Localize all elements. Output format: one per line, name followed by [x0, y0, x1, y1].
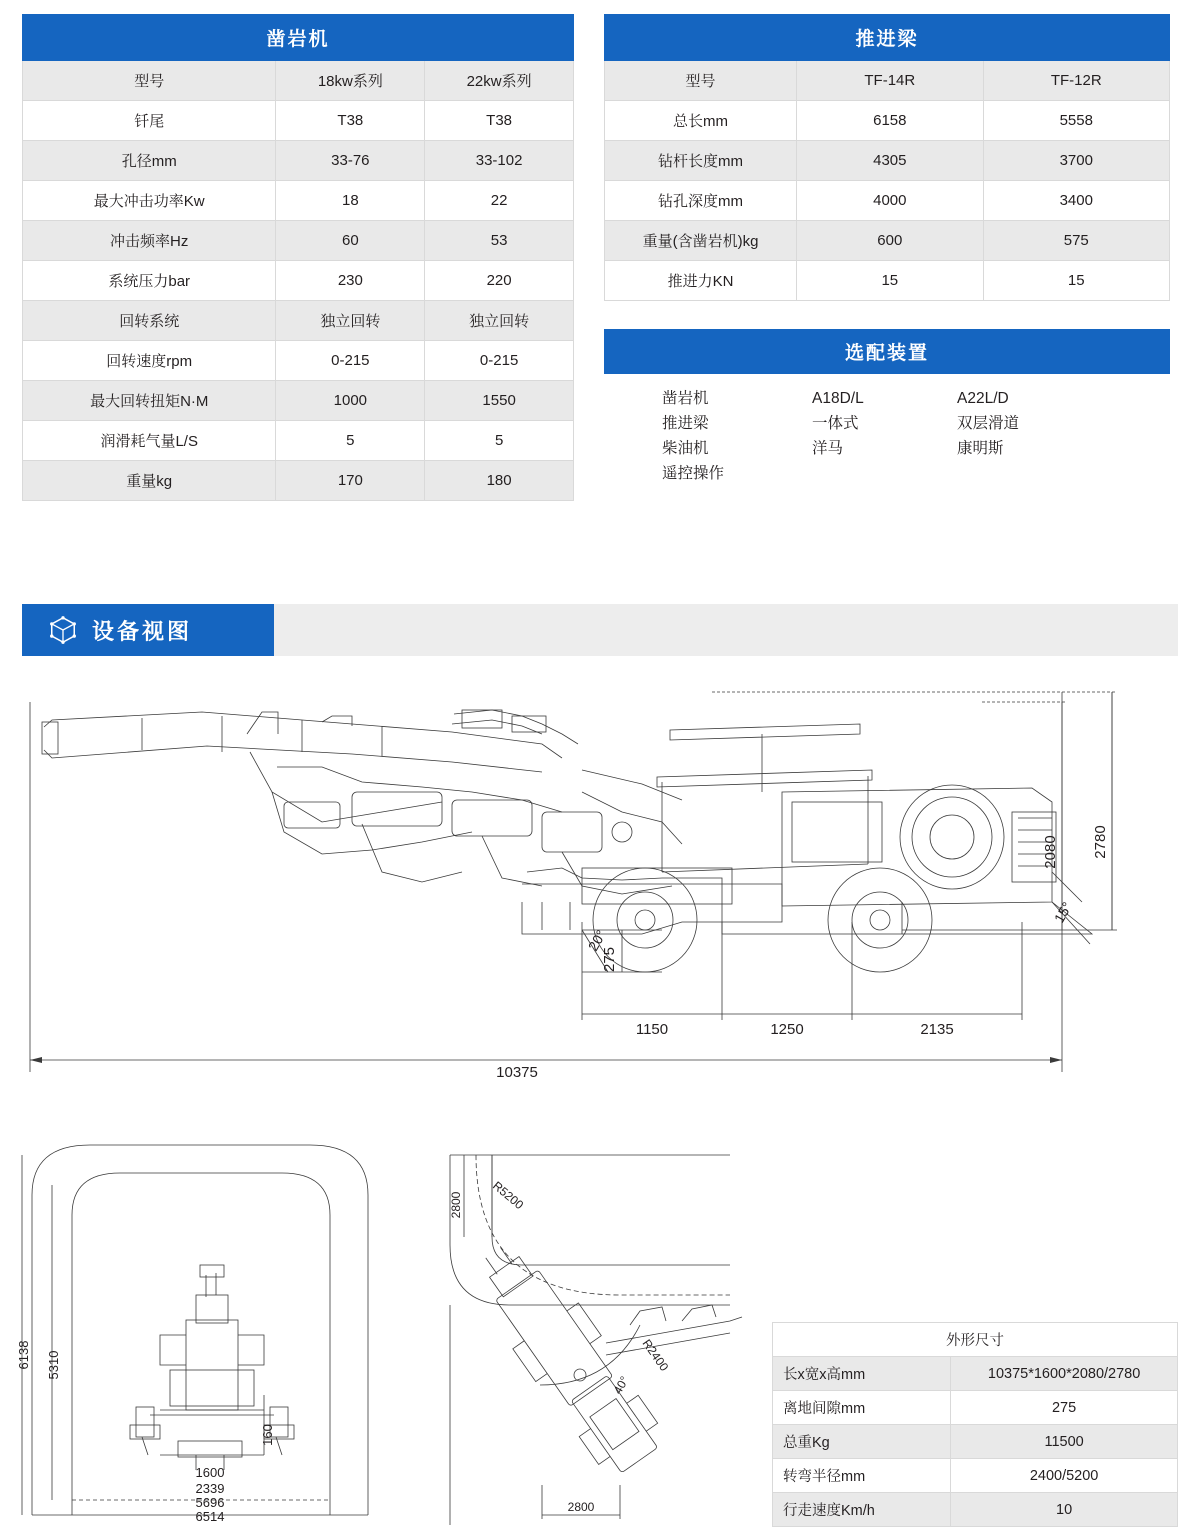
row-value-1: 5 [276, 421, 425, 461]
dim-w4: 6514 [195, 1509, 225, 1524]
optional-name: 遥控操作 [662, 465, 725, 482]
dim-angle-front: 20° [584, 927, 610, 954]
table-row [605, 101, 1170, 141]
table-row [23, 381, 574, 421]
row-value-2: 独立回转 [425, 301, 574, 341]
overall-dimension-table [772, 1322, 1178, 1527]
table-row [23, 261, 574, 301]
row-value-2: 33-102 [425, 141, 574, 181]
dim-turn-height: 2800 [449, 1191, 463, 1219]
row-value-1: 15 [797, 261, 983, 301]
row-value-1: 独立回转 [276, 301, 425, 341]
row-label: 型号 [605, 61, 797, 101]
dim-turn-angle: 40° [610, 1373, 632, 1397]
optional-opt1: A18D/L [812, 390, 864, 407]
row-value-1: 170 [276, 461, 425, 501]
dim-height-total: 2780 [1092, 825, 1109, 859]
optional-opt2 [957, 461, 1107, 486]
table-row [773, 1425, 1178, 1459]
row-value-2: 22kw系列 [425, 61, 574, 101]
feed-beam-title: 推进梁 [605, 15, 1170, 61]
table-row [23, 221, 574, 261]
row-value-1: T38 [276, 101, 425, 141]
row-value-1: 0-215 [276, 341, 425, 381]
row-label: 重量(含凿岩机)kg [605, 221, 797, 261]
row-value-1: 230 [276, 261, 425, 301]
rock-drill-title: 凿岩机 [23, 15, 574, 61]
table-row [23, 61, 574, 101]
optional-devices-title: 选配装置 [604, 329, 1170, 374]
row-label: 钻孔深度mm [605, 181, 797, 221]
row-value-1: 18kw系列 [276, 61, 425, 101]
table-row [773, 1493, 1178, 1527]
optional-devices-body [604, 374, 1170, 486]
optional-opt2: 康明斯 [957, 440, 1004, 457]
section-header [22, 604, 274, 656]
list-item [662, 386, 1170, 411]
optional-devices-block [604, 329, 1170, 486]
row-value-1: 60 [276, 221, 425, 261]
row-value-1: 18 [276, 181, 425, 221]
row-value-2: 5558 [983, 101, 1169, 141]
table-row [773, 1459, 1178, 1493]
row-label: 钻杆长度mm [605, 141, 797, 181]
optional-opt1 [812, 461, 957, 486]
table-row [23, 341, 574, 381]
row-label: 最大冲击功率Kw [23, 181, 276, 221]
optional-name: 推进梁 [662, 415, 709, 432]
dim-inner-height: 5310 [46, 1350, 61, 1380]
row-label: 总长mm [605, 101, 797, 141]
spec-tables-area [0, 0, 1200, 501]
dim-angle-rear: 15° [1050, 899, 1076, 926]
table-row [23, 141, 574, 181]
row-label: 推进力KN [605, 261, 797, 301]
rock-drill-column [22, 14, 574, 501]
table-row [605, 261, 1170, 301]
dim-seg3: 2135 [920, 1021, 954, 1038]
row-value: 10375*1600*2080/2780 [951, 1357, 1178, 1391]
row-value-1: TF-14R [797, 61, 983, 101]
table-row [23, 461, 574, 501]
list-item [662, 461, 1170, 486]
side-view-drawing [22, 672, 1178, 1102]
row-value-2: TF-12R [983, 61, 1169, 101]
table-row [773, 1391, 1178, 1425]
turning-radius-drawing [430, 1125, 760, 1525]
row-value-1: 6158 [797, 101, 983, 141]
cube-icon [48, 615, 78, 645]
row-value-2: 0-215 [425, 341, 574, 381]
dim-w1: 1600 [195, 1465, 225, 1480]
row-value: 11500 [951, 1425, 1178, 1459]
row-label: 冲击频率Hz [23, 221, 276, 261]
table-row [605, 181, 1170, 221]
table-row [23, 301, 574, 341]
dim-height-cab: 2080 [1042, 835, 1059, 869]
row-value-2: 22 [425, 181, 574, 221]
row-value-2: 5 [425, 421, 574, 461]
row-label: 总重Kg [773, 1425, 951, 1459]
row-value-2: 180 [425, 461, 574, 501]
row-label: 转弯半径mm [773, 1459, 951, 1493]
table-row [605, 61, 1170, 101]
row-value-2: 53 [425, 221, 574, 261]
row-value-2: 1550 [425, 381, 574, 421]
dim-outer-height: 6138 [16, 1340, 31, 1370]
dim-radius-inner: R2400 [639, 1336, 672, 1374]
row-label: 回转系统 [23, 301, 276, 341]
optional-name: 柴油机 [662, 440, 709, 457]
row-label: 型号 [23, 61, 276, 101]
row-value-1: 600 [797, 221, 983, 261]
row-label: 长x宽x高mm [773, 1357, 951, 1391]
row-value-1: 4305 [797, 141, 983, 181]
table-row [605, 141, 1170, 181]
row-value-2: 3700 [983, 141, 1169, 181]
section-title-label: 设备视图 [92, 618, 193, 644]
optional-opt1: 洋马 [812, 440, 844, 457]
row-value: 2400/5200 [951, 1459, 1178, 1493]
row-label: 孔径mm [23, 141, 276, 181]
row-label: 最大回转扭矩N·M [23, 381, 276, 421]
dim-seg1: 1150 [635, 1021, 669, 1038]
row-label: 回转速度rpm [23, 341, 276, 381]
list-item [662, 411, 1170, 436]
feed-beam-table [604, 14, 1170, 301]
row-label: 离地间隙mm [773, 1391, 951, 1425]
dim-total-length: 10375 [496, 1064, 538, 1081]
feed-beam-column [604, 14, 1170, 501]
optional-opt1: 一体式 [812, 415, 859, 432]
table-row [23, 181, 574, 221]
table-row [773, 1357, 1178, 1391]
list-item [662, 436, 1170, 461]
front-view-drawing [10, 1125, 410, 1525]
table-row [773, 1323, 1178, 1357]
dim-boom-width: 160 [260, 1424, 275, 1446]
dim-w3: 5696 [195, 1495, 225, 1510]
row-label: 润滑耗气量L/S [23, 421, 276, 461]
row-label: 重量kg [23, 461, 276, 501]
row-value-2: 575 [983, 221, 1169, 261]
row-label: 钎尾 [23, 101, 276, 141]
dim-radius-outer: R5200 [490, 1178, 527, 1213]
table-row [605, 221, 1170, 261]
section-header-band [22, 604, 1178, 656]
dim-ground-clearance: 275 [601, 946, 618, 972]
row-value-1: 4000 [797, 181, 983, 221]
optional-opt2: 双层滑道 [957, 415, 1020, 432]
row-value: 10 [951, 1493, 1178, 1527]
row-value-1: 1000 [276, 381, 425, 421]
table-row [23, 421, 574, 461]
dim-w2: 2339 [195, 1481, 225, 1496]
row-label: 行走速度Km/h [773, 1493, 951, 1527]
rock-drill-table [22, 14, 574, 501]
table-row [23, 101, 574, 141]
row-value-2: 15 [983, 261, 1169, 301]
row-value-1: 33-76 [276, 141, 425, 181]
dim-turn-width: 2800 [567, 1500, 595, 1514]
optional-name: 凿岩机 [662, 390, 709, 407]
dim-table-title: 外形尺寸 [773, 1323, 1178, 1357]
row-label: 系统压力bar [23, 261, 276, 301]
optional-opt2: A22L/D [957, 390, 1009, 407]
row-value-2: T38 [425, 101, 574, 141]
overall-dimension-table-wrap [772, 1322, 1178, 1527]
dim-seg2: 1250 [770, 1021, 804, 1038]
row-value-2: 220 [425, 261, 574, 301]
row-value-2: 3400 [983, 181, 1169, 221]
row-value: 275 [951, 1391, 1178, 1425]
